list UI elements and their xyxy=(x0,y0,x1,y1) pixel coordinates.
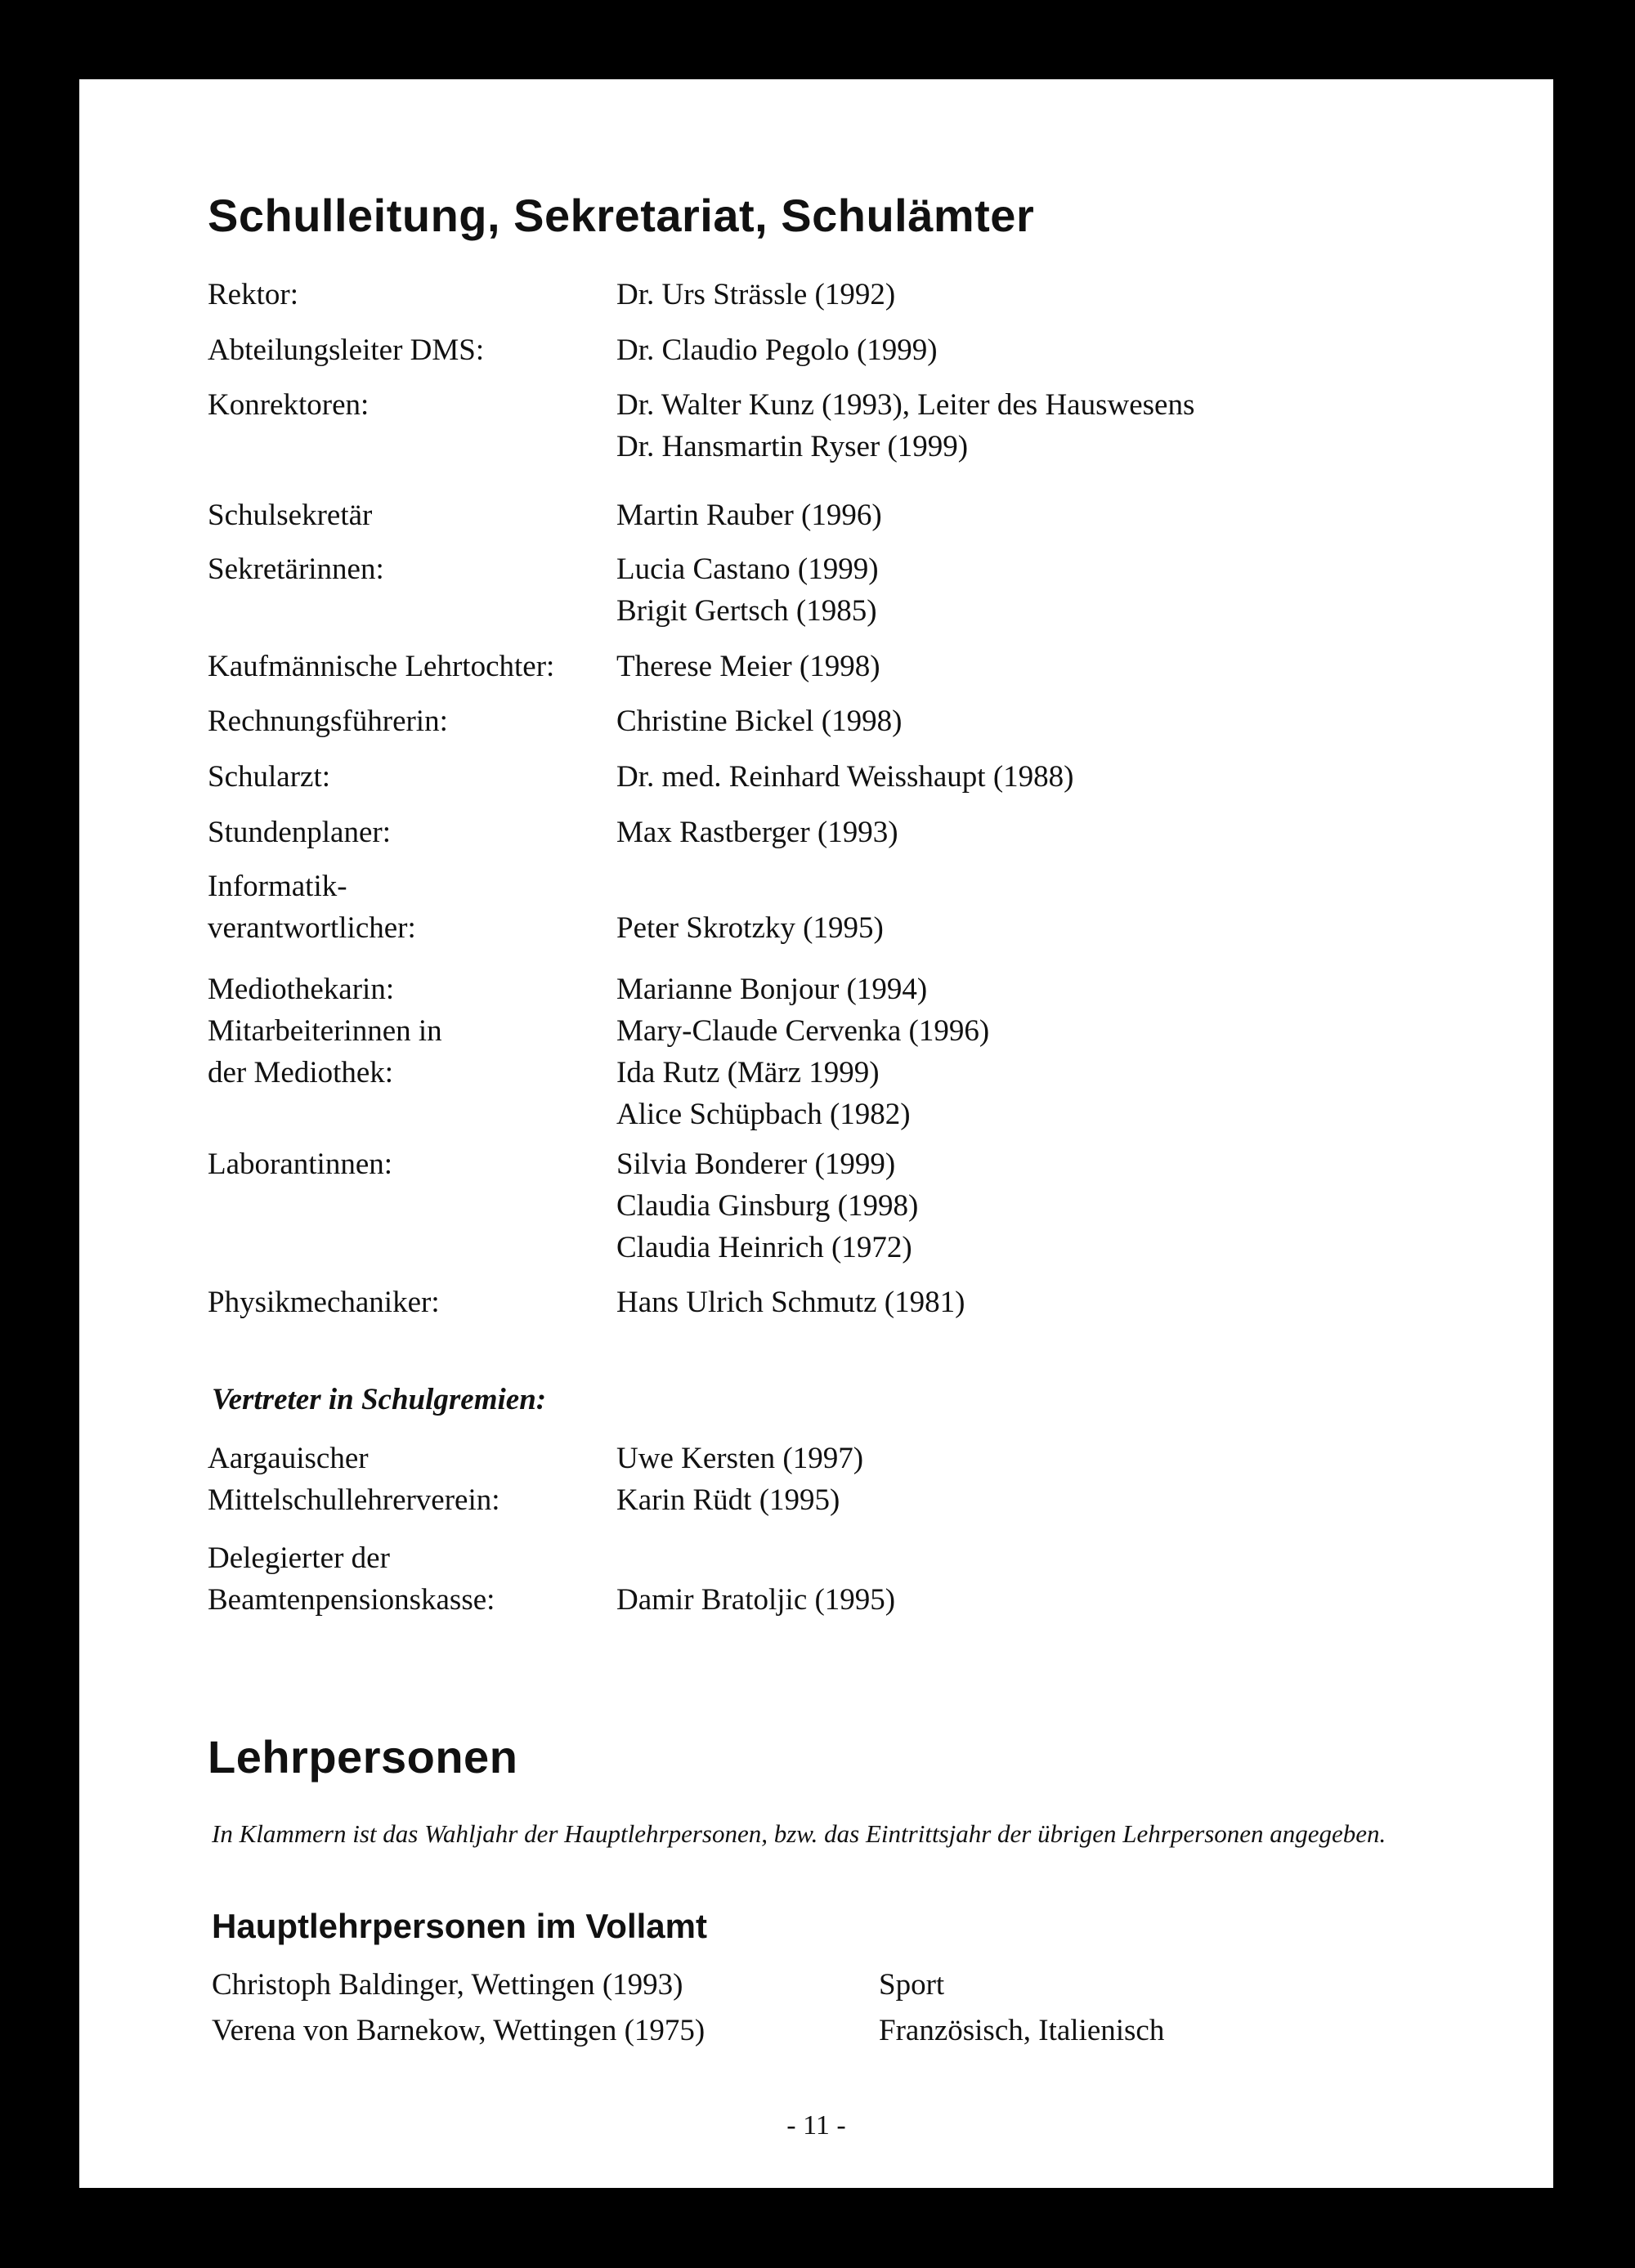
admin-values xyxy=(616,1282,1475,1323)
admin-value-line: Hans Ulrich Schmutz (1981) xyxy=(616,1286,965,1319)
admin-value-line: Max Rastberger (1993) xyxy=(616,816,898,849)
admin-value-line: Silvia Bonderer (1999) xyxy=(616,1147,896,1181)
admin-value-line: Claudia Heinrich (1972) xyxy=(616,1231,912,1264)
admin-label xyxy=(208,812,600,853)
teachers-subtitle: Hauptlehrpersonen im Vollamt xyxy=(212,1907,707,1945)
admin-value-line: Alice Schüpbach (1982) xyxy=(616,1098,911,1131)
representative-values xyxy=(616,1579,1475,1621)
admin-value-line: Ida Rutz (März 1999) xyxy=(616,1056,880,1089)
admin-label-line: verantwortlicher: xyxy=(208,911,416,945)
admin-label-line: der Mediothek: xyxy=(208,1056,394,1089)
admin-value-line: Dr. Claudio Pegolo (1999) xyxy=(616,333,938,367)
admin-values xyxy=(616,646,1475,687)
admin-label xyxy=(208,548,600,590)
admin-label xyxy=(208,1143,600,1185)
admin-value-line: Martin Rauber (1996) xyxy=(616,499,882,532)
admin-values xyxy=(616,1143,1475,1268)
admin-label-line: Abteilungsleiter DMS: xyxy=(208,333,485,367)
teacher-subjects: Französisch, Italienisch xyxy=(879,2014,1165,2047)
admin-label-line: Mediothekarin: xyxy=(208,973,395,1006)
admin-label-line: Laborantinnen: xyxy=(208,1147,393,1181)
admin-value-line: Peter Skrotzky (1995) xyxy=(616,911,884,945)
teachers-section-title: Lehrpersonen xyxy=(208,1731,518,1783)
admin-value-line: Dr. Walter Kunz (1993), Leiter des Hauswesens xyxy=(616,388,1195,422)
admin-values xyxy=(616,384,1475,467)
representative-label xyxy=(208,1438,600,1521)
representative-value-line: Damir Bratoljic (1995) xyxy=(616,1583,896,1617)
admin-label xyxy=(208,1282,600,1323)
admin-value-line: Marianne Bonjour (1994) xyxy=(616,973,928,1006)
representative-label xyxy=(208,1537,600,1621)
admin-values xyxy=(616,756,1475,798)
admin-values xyxy=(616,700,1475,742)
representative-label-line: Mittelschullehrerverein: xyxy=(208,1483,500,1517)
admin-label-line: Informatik- xyxy=(208,870,347,903)
teacher-subjects: Sport xyxy=(879,1968,945,2002)
admin-label xyxy=(208,700,600,742)
admin-values xyxy=(616,274,1475,315)
admin-value-line: Dr. Hansmartin Ryser (1999) xyxy=(616,430,969,463)
admin-label xyxy=(208,756,600,798)
admin-label-line: Rechnungsführerin: xyxy=(208,705,448,738)
admin-label-line: Sekretärinnen: xyxy=(208,552,384,586)
representative-label-line: Beamtenpensionskasse: xyxy=(208,1583,495,1617)
admin-label-line: Konrektoren: xyxy=(208,388,370,422)
admin-label-line: Rektor: xyxy=(208,278,298,311)
admin-label xyxy=(208,968,600,1094)
admin-value-line: Christine Bickel (1998) xyxy=(616,705,903,738)
admin-label-line: Schularzt: xyxy=(208,760,331,794)
admin-label-line: Physikmechaniker: xyxy=(208,1286,440,1319)
admin-value-line: Brigit Gertsch (1985) xyxy=(616,594,877,628)
representative-value-line: Karin Rüdt (1995) xyxy=(616,1483,840,1517)
admin-values xyxy=(616,907,1475,949)
admin-values xyxy=(616,329,1475,371)
representative-label-line: Delegierter der xyxy=(208,1541,390,1575)
document-page xyxy=(79,79,1553,2188)
page-number: - 11 - xyxy=(786,2110,846,2141)
admin-value-line: Lucia Castano (1999) xyxy=(616,552,879,586)
teachers-note: In Klammern ist das Wahljahr der Hauptlehrpersonen, bzw. das Eintrittsjahr der übrigen Lehrpersonen angegeben. xyxy=(212,1819,1386,1848)
admin-label xyxy=(208,866,600,949)
admin-values xyxy=(616,494,1475,536)
admin-section-title: Schulleitung, Sekretariat, Schulämter xyxy=(208,190,1035,241)
admin-label xyxy=(208,274,600,315)
admin-label-line: Stundenplaner: xyxy=(208,816,392,849)
admin-label-line: Kaufmännische Lehrtochter: xyxy=(208,650,555,683)
admin-label-line: Schulsekretär xyxy=(208,499,373,532)
admin-values xyxy=(616,548,1475,632)
representatives-heading: Vertreter in Schulgremien: xyxy=(212,1383,547,1416)
admin-values xyxy=(616,812,1475,853)
representative-values xyxy=(616,1438,1475,1521)
representative-value-line: Uwe Kersten (1997) xyxy=(616,1442,864,1475)
admin-value-line: Dr. med. Reinhard Weisshaupt (1988) xyxy=(616,760,1074,794)
teacher-name: Verena von Barnekow, Wettingen (1975) xyxy=(212,2014,706,2047)
admin-label xyxy=(208,329,600,371)
admin-values xyxy=(616,968,1475,1135)
admin-label xyxy=(208,494,600,536)
admin-value-line: Mary-Claude Cervenka (1996) xyxy=(616,1014,990,1048)
admin-label xyxy=(208,646,600,687)
admin-label xyxy=(208,384,600,426)
admin-value-line: Therese Meier (1998) xyxy=(616,650,880,683)
teacher-name: Christoph Baldinger, Wettingen (1993) xyxy=(212,1968,683,2002)
admin-label-line: Mitarbeiterinnen in xyxy=(208,1014,442,1048)
representative-label-line: Aargauischer xyxy=(208,1442,369,1475)
admin-value-line: Dr. Urs Strässle (1992) xyxy=(616,278,896,311)
admin-value-line: Claudia Ginsburg (1998) xyxy=(616,1189,919,1223)
